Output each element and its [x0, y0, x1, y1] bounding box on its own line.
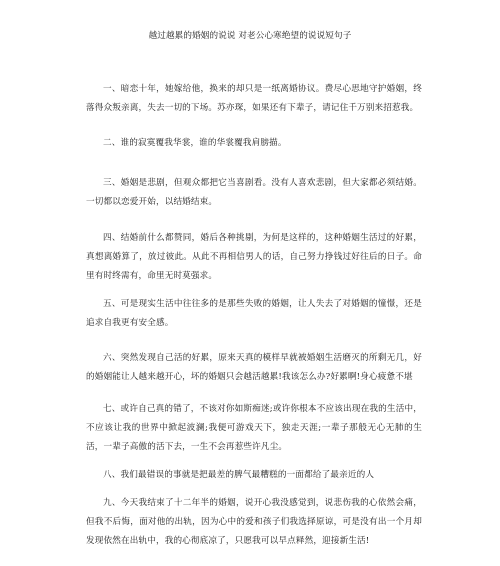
paragraph-4: 四、结婚前什么都赞同，婚后各种挑剔，为何是这样的，这种婚姻生活过的好累，真想离婚算了，放过彼此。从此不再相信男人的话，自己努力挣钱过好往后的日子。命里有时终需有，命里无时莫强求。	[86, 233, 422, 281]
paragraph-7: 七、或许自己真的错了，不该对你如斯痴迷;或许你根本不应该出现在我的生活中，不应该让我的世界中掀起波澜;我便可游戏天下，独走天涯;一辈子那般无心无肺的生活，一辈子高傲的活下去，一生不会再惹些许凡尘。	[86, 404, 422, 452]
paragraph-5: 五、可是现实生活中往往多的是那些失败的婚姻，让人失去了对婚姻的憧憬，还是追求自我更有安全感。	[86, 299, 422, 328]
paragraph-6: 六、突然发现自己活的好累，原来天真的模样早就被婚姻生活磨灭的所剩无几，好的婚姻能让人越来越开心，坏的婚姻只会越活越累!我该怎么办?好累啊!身心疲惫不堪	[86, 353, 422, 382]
paragraph-9: 九、今天我结束了十二年半的婚姻，说开心我没感觉到，说悲伤我的心依然会痛，但我不后悔，面对他的出轨，因为心中的爱和孩子们我选择原谅，可是没有出一个月却发现依然在出轨中，我的心彻底凉了，只愿我可以早点释然，迎接新生活!	[86, 498, 422, 546]
paragraph-1: 一、暗恋十年，她嫁给他，换来的却只是一纸离婚协议。费尽心思地守护婚姻，终落得众叛亲离，失去一切的下场。苏亦琛，如果还有下辈子，请记住千万别来招惹我。	[86, 84, 422, 113]
document-title: 越过越累的婚姻的说说 对老公心寒绝望的说说短句子	[148, 31, 352, 41]
paragraph-2: 二、谁的寂寞覆我华裳，谁的华裳覆我肩膀描。	[103, 138, 287, 148]
paragraph-8: 八、我们最错误的事就是把最差的脾气最糟糕的一面都给了最亲近的人	[103, 470, 375, 480]
paragraph-3: 三、婚姻是悲剧，但观众都把它当喜剧看。没有人喜欢悲剧，但大家都必须结婚。一切都以恋爱开始，以结婚结束。	[86, 178, 422, 207]
